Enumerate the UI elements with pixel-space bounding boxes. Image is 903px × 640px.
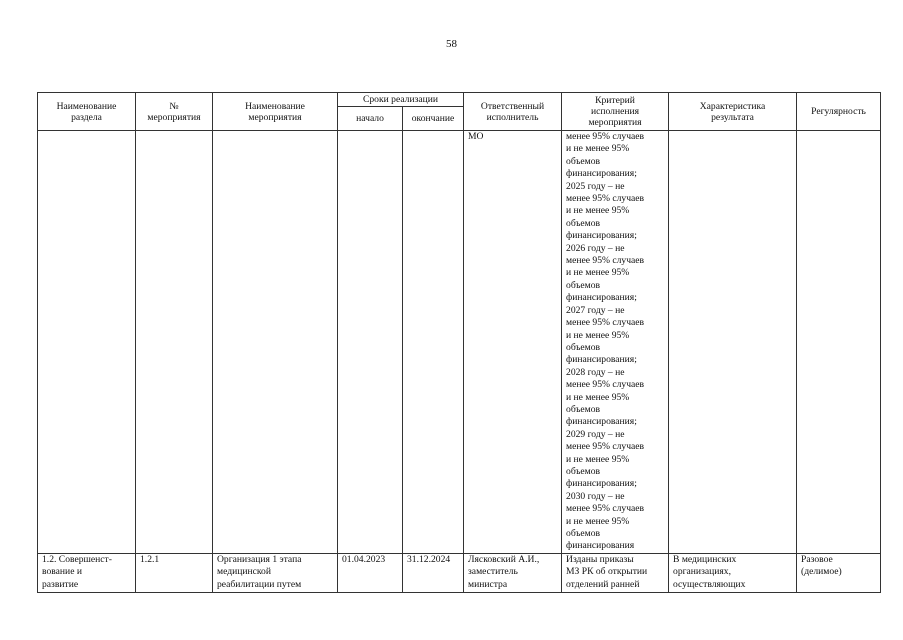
cell-event-number bbox=[136, 131, 213, 554]
header-end: окончание bbox=[403, 107, 464, 131]
criterion-line: объемов bbox=[566, 279, 601, 291]
header-event-number-line: № bbox=[169, 100, 179, 112]
text-line: вование и bbox=[42, 566, 82, 578]
header-result-line: результата bbox=[711, 111, 754, 123]
cell-start: 01.04.2023 bbox=[338, 553, 403, 592]
text-line: Разовое bbox=[801, 553, 833, 565]
text-line: заместитель bbox=[468, 566, 518, 578]
header-section-name-line: раздела bbox=[71, 111, 102, 123]
criterion-line: объемов bbox=[566, 465, 601, 477]
cell-responsible bbox=[464, 553, 562, 592]
criterion-line: финансирования; bbox=[566, 168, 637, 180]
text-line: развитие bbox=[42, 578, 79, 590]
criterion-line: менее 95% случаев bbox=[566, 317, 645, 329]
criterion-line: 2028 году – не bbox=[566, 366, 625, 378]
cell-end bbox=[403, 131, 464, 554]
criterion-line: и не менее 95% bbox=[566, 391, 630, 403]
criterion-line: финансирования; bbox=[566, 292, 637, 304]
criterion-line: финансирования; bbox=[566, 478, 637, 490]
text-line: реабилитации путем bbox=[217, 578, 302, 590]
text-line: отделений ранней bbox=[566, 578, 640, 590]
header-event-number bbox=[136, 93, 213, 131]
criterion-line: финансирования; bbox=[566, 230, 637, 242]
criterion-line: финансирования; bbox=[566, 354, 637, 366]
criterion-line: финансирования bbox=[566, 540, 635, 552]
criterion-line: объемов bbox=[566, 403, 601, 415]
cell-section-name bbox=[38, 131, 136, 554]
criterion-line: и не менее 95% bbox=[566, 205, 630, 217]
cell-regularity bbox=[797, 553, 881, 592]
header-criterion-line: мероприятия bbox=[588, 117, 642, 128]
header-criterion bbox=[562, 93, 669, 131]
header-event-name-line: мероприятия bbox=[248, 111, 302, 123]
header-event-number-line: мероприятия bbox=[147, 111, 201, 123]
cell-event-name bbox=[213, 131, 338, 554]
criterion-line: менее 95% случаев bbox=[566, 441, 645, 453]
text-line: организациях, bbox=[673, 566, 731, 578]
text-line: 1.2. Совершенст- bbox=[42, 553, 112, 565]
cell-responsible: МО bbox=[464, 131, 562, 554]
criterion-line: и не менее 95% bbox=[566, 267, 630, 279]
header-criterion-line: Критерий bbox=[595, 95, 635, 106]
criterion-line: и не менее 95% bbox=[566, 329, 630, 341]
criterion-line: менее 95% случаев bbox=[566, 255, 645, 267]
criterion-line: 2030 году – не bbox=[566, 490, 625, 502]
table-row bbox=[38, 553, 881, 592]
criterion-line: 2029 году – не bbox=[566, 428, 625, 440]
cell-start bbox=[338, 131, 403, 554]
criterion-line: и не менее 95% bbox=[566, 515, 630, 527]
header-event-name bbox=[213, 93, 338, 131]
cell-result bbox=[669, 131, 797, 554]
cell-section-name bbox=[38, 553, 136, 592]
header-section-name bbox=[38, 93, 136, 131]
text-line: МЗ РК об открытии bbox=[566, 566, 648, 578]
text-line: Изданы приказы bbox=[566, 553, 634, 565]
criterion-line: объемов bbox=[566, 528, 601, 539]
criterion-line: финансирования; bbox=[566, 416, 637, 428]
text-line: медицинской bbox=[217, 566, 271, 578]
header-section-name-line: Наименование bbox=[56, 100, 117, 112]
page-number: 58 bbox=[446, 38, 457, 50]
criterion-line: 2027 году – не bbox=[566, 304, 625, 316]
cell-event-number: 1.2.1 bbox=[136, 553, 213, 592]
criterion-line: объемов bbox=[566, 155, 601, 167]
cell-regularity bbox=[797, 131, 881, 554]
criterion-line: менее 95% случаев bbox=[566, 193, 645, 205]
header-criterion-line: исполнения bbox=[590, 106, 640, 117]
header-result-line: Характеристика bbox=[699, 100, 766, 112]
header-regularity: Регулярность bbox=[797, 93, 881, 131]
cell-result bbox=[669, 553, 797, 592]
criterion-line: менее 95% случаев bbox=[566, 503, 645, 515]
text-line: Организация 1 этапа bbox=[217, 553, 302, 565]
text-line: (делимое) bbox=[801, 566, 842, 578]
header-event-name-line: Наименование bbox=[245, 100, 305, 112]
header-terms-group: Сроки реализации bbox=[338, 93, 464, 107]
header-result bbox=[669, 93, 797, 131]
cell-criterion bbox=[562, 553, 669, 592]
header-responsible-line: Ответственный bbox=[480, 100, 545, 112]
text-line: В медицинских bbox=[673, 553, 737, 565]
criterion-line: и не менее 95% bbox=[566, 453, 630, 465]
text-line: министра bbox=[468, 578, 508, 590]
criterion-line: менее 95% случаев bbox=[566, 131, 645, 142]
cell-criterion bbox=[562, 131, 669, 554]
text-line: осуществляющих bbox=[673, 578, 746, 590]
table-row bbox=[38, 131, 881, 554]
criterion-line: 2025 году – не bbox=[566, 180, 625, 192]
text-line: Лясковский А.И., bbox=[468, 553, 540, 565]
activities-table bbox=[37, 92, 881, 593]
criterion-line: и не менее 95% bbox=[566, 143, 630, 155]
header-responsible bbox=[464, 93, 562, 131]
criterion-line: объемов bbox=[566, 341, 601, 353]
header-responsible-line: исполнитель bbox=[486, 111, 539, 123]
criterion-line: 2026 году – не bbox=[566, 242, 625, 254]
cell-end: 31.12.2024 bbox=[403, 553, 464, 592]
criterion-line: объемов bbox=[566, 217, 601, 229]
table-header bbox=[38, 93, 881, 131]
header-start: начало bbox=[338, 107, 403, 131]
criterion-line: менее 95% случаев bbox=[566, 379, 645, 391]
cell-event-name bbox=[213, 553, 338, 592]
